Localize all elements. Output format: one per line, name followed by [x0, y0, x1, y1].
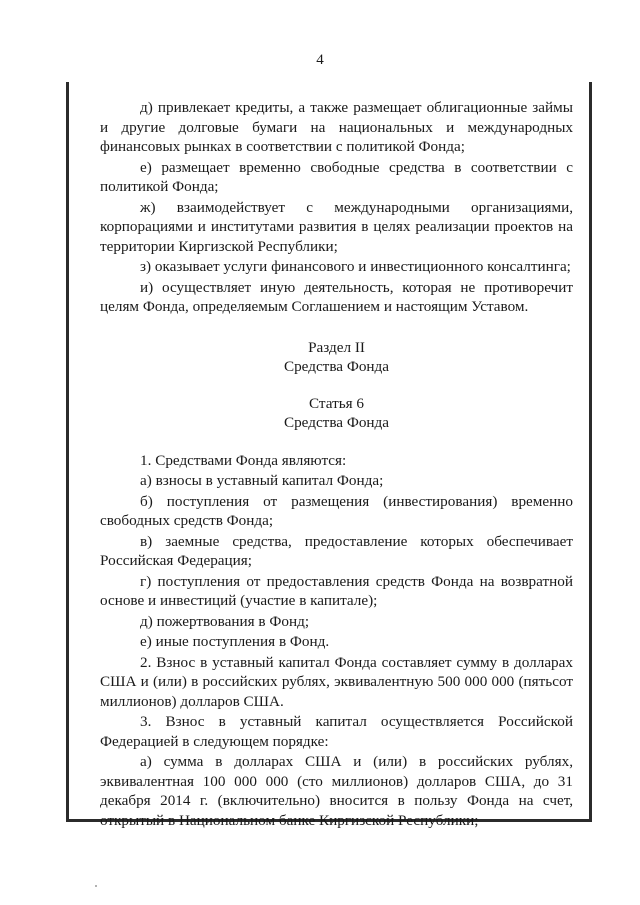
paragraph-zh: ж) взаимодействует с международными организациями, корпорациями и институтами развития в целях реализации проектов на территории Киргизской Республики;	[100, 198, 573, 255]
paragraph-e: е) размещает временно свободные средства в соответствии с политикой Фонда;	[100, 158, 573, 195]
paragraph-d: д) привлекает кредиты, а также размещает облигационные займы и другие долговые бумаги на национальных и международных финансовых рынках в соответствии с политикой Фонда;	[100, 99, 573, 155]
article-label: Статья 6	[308, 394, 365, 412]
clause-3a: а) сумма в долларах США и (или) в российских рублях, эквивалентная 100 000 000 (сто миллионов) долларов США, до 31 декабря 2014 г. (включительно) вносится в пользу Фонда на счет, открытый в Национальном банке Киргизской Республики;	[100, 753, 573, 829]
clause-1d: д) пожертвования в Фонд;	[140, 612, 310, 630]
clause-2: 2. Взнос в уставный капитал Фонда составляет сумму в долларах США и (или) в российских рублях, эквивалентную 500 000 000 (пятьсот миллионов) долларов США.	[100, 653, 573, 710]
clause-1: 1. Средствами Фонда являются:	[140, 451, 347, 469]
scan-speck	[95, 885, 97, 887]
document-body	[100, 98, 573, 831]
clause-1a: а) взносы в уставный капитал Фонда;	[140, 472, 384, 489]
clause-3: 3. Взнос в уставный капитал осуществляется Российской Федерацией в следующем порядке:	[100, 713, 573, 750]
article-title: Средства Фонда	[283, 414, 390, 431]
section-title: Средства Фонда	[283, 358, 390, 375]
paragraph-z: з) оказывает услуги финансового и инвестиционного консалтинга;	[140, 258, 571, 275]
clause-1g: г) поступления от предоставления средств Фонда на возвратной основе и инвестиций (участие в капитале);	[100, 572, 573, 609]
clause-1e: е) иные поступления в Фонд.	[140, 633, 330, 650]
page-number: 4	[316, 52, 324, 68]
clause-1v: в) заемные средства, предоставление которых обеспечивает Российская Федерация;	[100, 532, 573, 569]
clause-1b: б) поступления от размещения (инвестирования) временно свободных средств Фонда;	[100, 492, 573, 529]
section-label: Раздел II	[308, 338, 365, 356]
paragraph-i: и) осуществляет иную деятельность, которая не противоречит целям Фонда, определяемым Соглашением и настоящим Уставом.	[100, 278, 573, 315]
